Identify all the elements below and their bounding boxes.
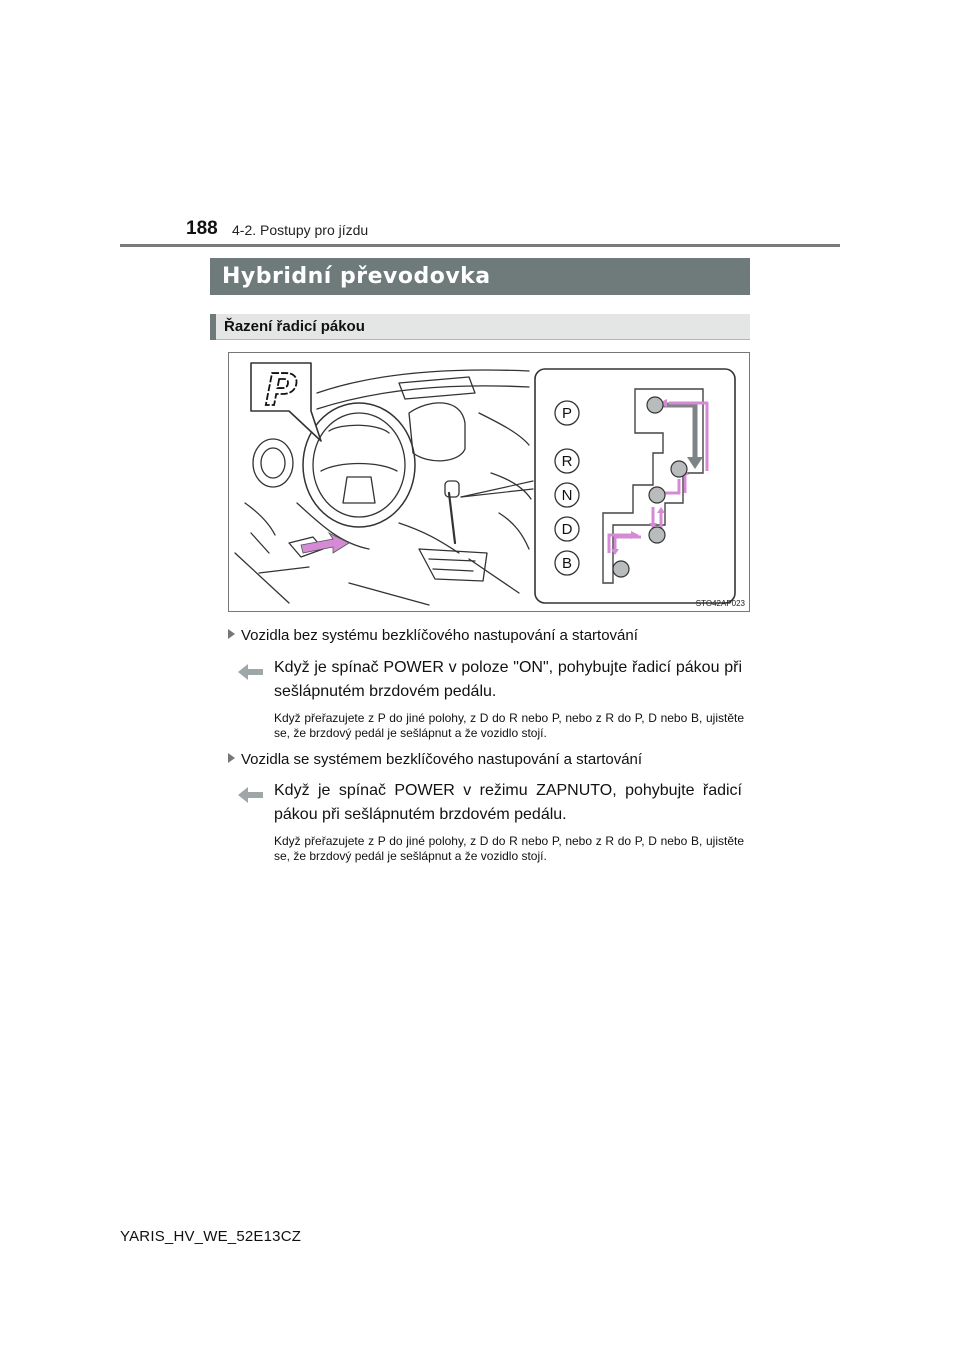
page-number: 188 bbox=[186, 218, 218, 239]
display-gear-letter: P bbox=[264, 365, 298, 416]
gate-label-n: N bbox=[561, 487, 573, 504]
step-arrow-icon bbox=[236, 662, 264, 682]
gate-label-r: R bbox=[561, 453, 573, 470]
subsection-accent-bar bbox=[210, 314, 216, 340]
step-text-2: Když je spínač POWER v režimu ZAPNUTO, pohybujte řadicí pákou při sešlápnutém brzdovém pedálu. bbox=[274, 782, 742, 823]
step-arrow-icon bbox=[236, 785, 264, 805]
gate-position-n bbox=[649, 487, 665, 503]
chapter-title: Hybridní převodovka bbox=[210, 258, 750, 295]
gate-position-p bbox=[647, 397, 663, 413]
subsection-header bbox=[210, 314, 750, 340]
bullet-triangle-icon bbox=[228, 629, 235, 639]
footer-doc-code: YARIS_HV_WE_52E13CZ bbox=[120, 1228, 302, 1245]
gate-label-p: P bbox=[561, 405, 573, 422]
brake-arrow-icon bbox=[301, 533, 349, 553]
step-text-1: Když je spínač POWER v poloze "ON", pohybujte řadicí pákou při sešlápnutém brzdovém pedálu. bbox=[274, 659, 742, 700]
shift-lever-figure bbox=[228, 352, 750, 612]
bullet-triangle-icon bbox=[228, 753, 235, 763]
note-text-2: Když přeřazujete z P do jiné polohy, z D do R nebo P, nebo z R do P, D nebo B, ujistěte se, že brzdový pedál je sešlápnut a že vozidlo stojí. bbox=[274, 834, 744, 863]
subsection-title: Řazení řadicí pákou bbox=[224, 318, 365, 335]
bullet-heading-1 bbox=[228, 627, 638, 644]
gate-label-b: B bbox=[561, 555, 573, 572]
bullet-heading-2 bbox=[228, 751, 642, 768]
gate-position-r bbox=[671, 461, 687, 477]
figure-code: STO42AP023 bbox=[695, 599, 745, 608]
bullet-heading-text: Vozidla bez systému bezklíčového nastupování a startování bbox=[241, 627, 638, 644]
note-text-1: Když přeřazujete z P do jiné polohy, z D do R nebo P, nebo z R do P, D nebo B, ujistěte se, že brzdový pedál je sešlápnut a že vozidlo stojí. bbox=[274, 711, 744, 740]
bullet-heading-text: Vozidla se systémem bezklíčového nastupování a startování bbox=[241, 751, 643, 768]
gate-label-d: D bbox=[561, 521, 573, 538]
dashboard-illustration bbox=[229, 353, 749, 611]
gate-position-b bbox=[613, 561, 629, 577]
header-rule bbox=[120, 244, 840, 247]
gate-position-d bbox=[649, 527, 665, 543]
section-title: 4-2. Postupy pro jízdu bbox=[232, 222, 369, 238]
